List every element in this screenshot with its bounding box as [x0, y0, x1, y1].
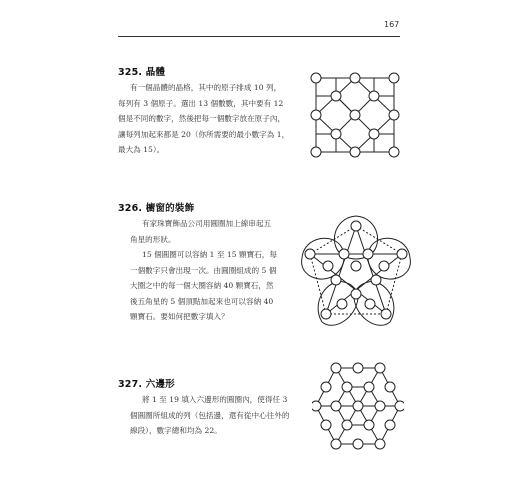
problem-325-body — [118, 80, 308, 158]
problem-heading: 晶體 — [145, 67, 166, 78]
problem-heading: 六邊形 — [145, 379, 175, 390]
problem-327-body — [130, 392, 314, 439]
hexagon-figure — [312, 360, 404, 452]
body-line: 線段），數字總和均為 22。 — [130, 426, 222, 435]
body-line: 有一個晶體的晶格，其中的原子排成 10 列， — [130, 83, 282, 92]
crystal-lattice-figure — [306, 66, 406, 162]
problem-325-title — [118, 64, 165, 78]
page-number: 167 — [384, 20, 400, 29]
body-line: 讓每列加起來都是 20（你所需要的最小數字為 1， — [118, 129, 290, 139]
problem-326-title — [118, 200, 194, 214]
body-line: 將 1 至 19 填入六邊形的圓圈內，使得任 3 — [142, 395, 288, 404]
problem-heading: 櫥窗的裝飾 — [145, 203, 195, 214]
body-line: 顆寶石。要如何把數字填入？ — [130, 312, 229, 321]
problem-327-title — [118, 376, 175, 390]
body-line: 最大為 15）。 — [118, 145, 165, 154]
body-line: 角星的形狀。 — [130, 234, 176, 244]
body-line: 大圈之中的每一個大圈容納 40 顆寶石，然 — [130, 281, 274, 290]
problem-326-body — [130, 216, 310, 325]
problem-number: 327. — [118, 379, 143, 390]
body-line: 有家珠寶飾品公司用圓圈加上線串起五 — [142, 219, 272, 228]
body-line: 每列有 3 個原子。選出 13 個數數，其中要有 12 — [118, 98, 284, 108]
pentagram-figure — [292, 208, 420, 336]
body-line: 一個數字只會出現一次。由圓圈組成的 5 個 — [130, 265, 277, 275]
problem-number: 325. — [118, 67, 143, 78]
body-line: 個圓圈所組成的列（包括邊，還有從中心往外的 — [130, 410, 290, 420]
header-rule — [118, 36, 400, 37]
body-line: 15 個圓圈可以容納 1 至 15 顆寶石，每 — [142, 250, 277, 259]
problem-number: 326. — [118, 203, 143, 214]
body-line: 個是不同的數字，然後把每一個數字放在原子內， — [118, 114, 286, 123]
body-line: 後五角星的 5 個頂點加起來也可以容納 40 — [130, 296, 274, 306]
